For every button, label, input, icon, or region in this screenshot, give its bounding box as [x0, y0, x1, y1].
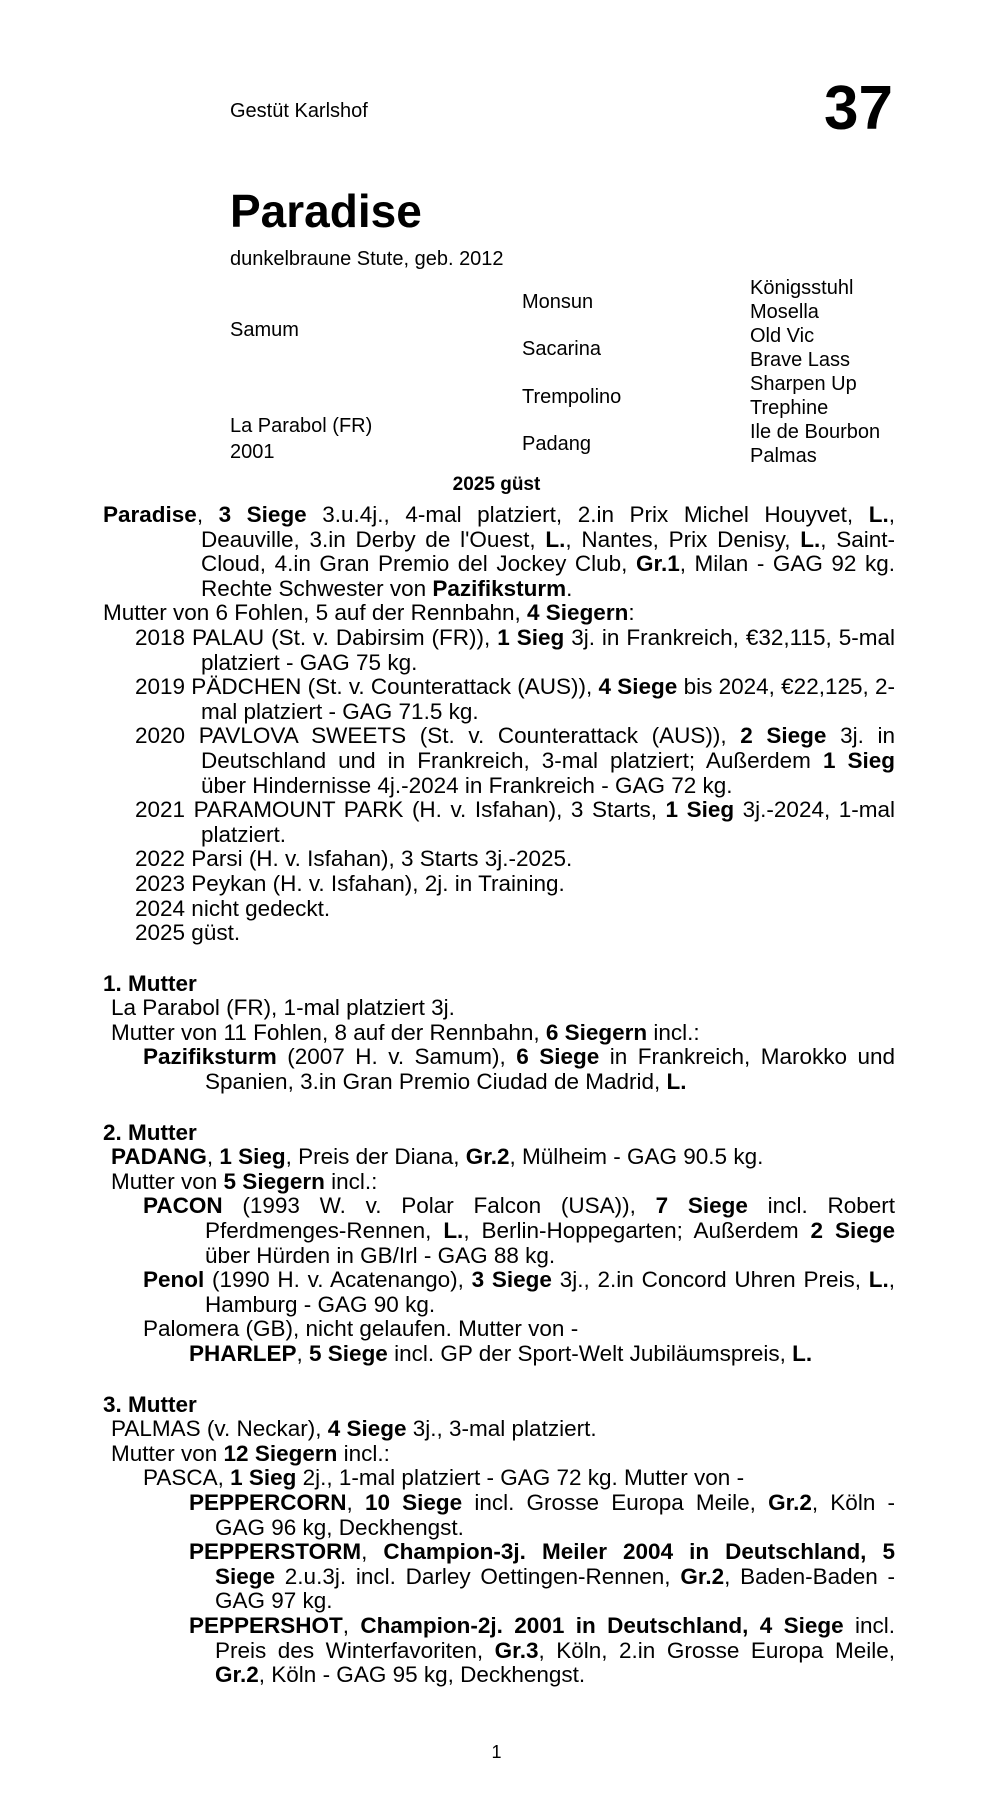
pedigree-gen2: Trempolino	[522, 386, 622, 408]
pedigree-gen3: Königsstuhl	[750, 277, 854, 299]
offspring-intro: Mutter von 6 Fohlen, 5 auf der Rennbahn, 4 Siegern:	[103, 600, 635, 626]
dam3-line: Mutter von 12 Siegern incl.:	[111, 1440, 390, 1466]
dam2-grandprogeny: PHARLEP, 5 Siege incl. GP der Sport-Welt Jubiläumspreis, L.	[189, 1341, 813, 1366]
pedigree-gen3: Brave Lass	[750, 349, 851, 371]
pedigree-gen3: Palmas	[750, 445, 817, 467]
catalogue-body	[103, 503, 895, 1688]
dam2-line: Mutter von 5 Siegern incl.:	[111, 1168, 378, 1194]
dam2-line: PADANG, 1 Sieg, Preis der Diana, Gr.2, Mülheim - GAG 90.5 kg.	[111, 1144, 764, 1170]
dam3-grandprogeny: PEPPERSHOT, Champion-2j. 2001 in Deutschland, 4 Siege incl. Preis des Winterfavoriten, Gr.3, Köln, 2.in Grosse Europa Meile, Gr.2, Köln - GAG 95 kg, Deckhengst.	[189, 1612, 896, 1688]
dam3-grandprogeny: PEPPERSTORM, Champion-3j. Meiler 2004 in Deutschland, 5 Siege 2.u.3j. incl. Darley Oettingen-Rennen, Gr.2, Baden-Baden - GAG 97 kg.	[189, 1539, 895, 1614]
dam1-progeny: Pazifiksturm (2007 H. v. Samum), 6 Siege in Frankreich, Marokko und Spanien, 3.in Gran Premio Ciudad de Madrid, L.	[143, 1044, 895, 1095]
offspring-item: 2021 PARAMOUNT PARK (H. v. Isfahan), 3 Starts, 1 Sieg 3j.-2024, 1-mal platziert.	[135, 797, 896, 847]
dam2-progeny: Penol (1990 H. v. Acatenango), 3 Siege 3j., 2.in Concord Uhren Preis, L., Hamburg - GAG 90 kg.	[143, 1267, 895, 1317]
dam3-progeny: PASCA, 1 Sieg 2j., 1-mal platziert - GAG 72 kg. Mutter von -	[143, 1465, 745, 1491]
pedigree-gen3: Ile de Bourbon	[750, 421, 881, 443]
pedigree-gen2: Monsun	[522, 291, 594, 313]
offspring-item: 2024 nicht gedeckt.	[135, 895, 331, 921]
pedigree-sire: Samum	[230, 319, 299, 341]
sale-status: 2025 güst	[452, 474, 541, 495]
dam1-line: La Parabol (FR), 1-mal platziert 3j.	[111, 995, 455, 1021]
offspring-item: 2025 güst.	[135, 920, 241, 946]
dam2-progeny: Palomera (GB), nicht gelaufen. Mutter von -	[143, 1316, 579, 1342]
lot-number: 37	[824, 74, 893, 143]
pedigree-gen3: Old Vic	[750, 325, 815, 347]
dam2-progeny: PACON (1993 W. v. Polar Falcon (USA)), 7 Siege incl. Robert Pferdmenges-Rennen, L., Berlin-Hoppegarten; Außerdem 2 Siege über Hürden in GB/Irl - GAG 88 kg.	[143, 1193, 895, 1268]
race-record: Paradise, 3 Siege 3.u.4j., 4-mal platziert, 2.in Prix Michel Houyvet, L., Deauville, 3.in Derby de l'Ouest, L., Nantes, Prix Denisy, L., Saint-Cloud, 4.in Gran Premio del Jockey Club, Gr.1, Milan - GAG 92 kg. Rechte Schwester von Pazifiksturm.	[103, 502, 896, 601]
offspring-item: 2018 PALAU (St. v. Dabirsim (FR)), 1 Sieg 3j. in Frankreich, €32,115, 5-mal platziert - GAG 75 kg.	[135, 624, 896, 675]
offspring-item: 2022 Parsi (H. v. Isfahan), 3 Starts 3j.-2025.	[135, 846, 573, 872]
pedigree-dam-year: 2001	[230, 441, 275, 463]
horse-description: dunkelbraune Stute, geb. 2012	[230, 248, 504, 270]
dam3-grandprogeny: PEPPERCORN, 10 Siege incl. Grosse Europa Meile, Gr.2, Köln - GAG 96 kg, Deckhengst.	[189, 1489, 895, 1540]
pedigree-gen3: Trephine	[750, 397, 829, 419]
page-number: 1	[491, 1742, 502, 1762]
dam3-heading: 3. Mutter	[103, 1391, 197, 1417]
pedigree-dam: La Parabol (FR)	[230, 415, 373, 437]
offspring-item: 2019 PÄDCHEN (St. v. Counterattack (AUS)), 4 Siege bis 2024, €22,125, 2-mal platziert - GAG 71.5 kg.	[135, 674, 896, 724]
pedigree-gen2: Sacarina	[522, 338, 601, 360]
dam1-line: Mutter von 11 Fohlen, 8 auf der Rennbahn, 6 Siegern incl.:	[111, 1019, 700, 1045]
breeder-name: Gestüt Karlshof	[230, 100, 368, 122]
offspring-item: 2020 PAVLOVA SWEETS (St. v. Counterattack (AUS)), 2 Siege 3j. in Deutschland und in Frankreich, 3-mal platziert; Außerdem 1 Sieg über Hindernisse 4j.-2024 in Frankreich - GAG 72 kg.	[135, 723, 895, 798]
pedigree-gen2: Padang	[522, 433, 591, 455]
pedigree-gen3: Sharpen Up	[750, 373, 857, 395]
pedigree-gen3: Mosella	[750, 301, 819, 323]
dam3-line: PALMAS (v. Neckar), 4 Siege 3j., 3-mal platziert.	[111, 1416, 597, 1442]
dam1-heading: 1. Mutter	[103, 970, 197, 996]
dam2-heading: 2. Mutter	[103, 1119, 197, 1145]
horse-name: Paradise	[230, 185, 422, 237]
offspring-item: 2023 Peykan (H. v. Isfahan), 2j. in Training.	[135, 870, 565, 896]
